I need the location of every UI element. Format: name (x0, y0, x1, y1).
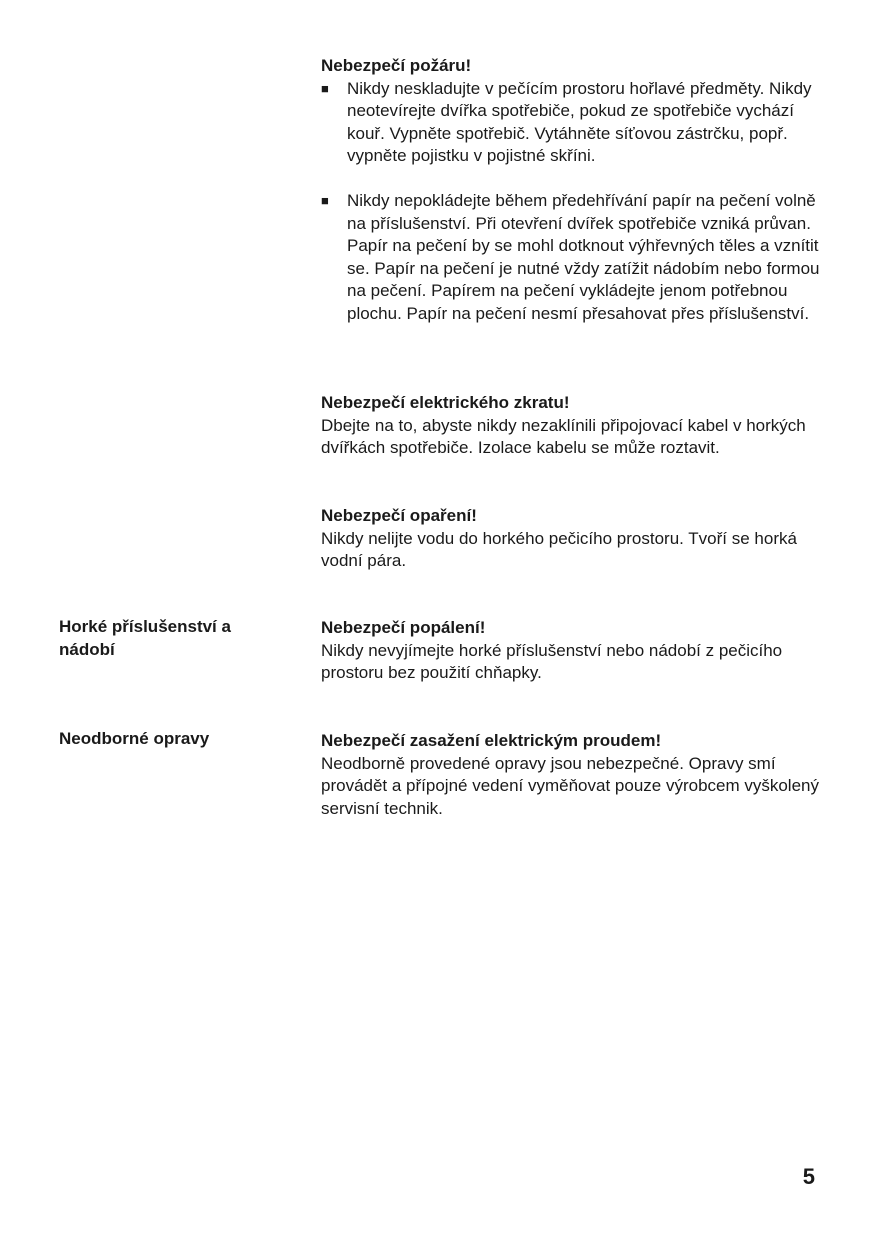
burn-hazard-heading: Nebezpečí popálení! (321, 618, 486, 637)
fire-bullet-2-text: Nikdy nepokládejte během předehřívání papír na pečení volně na příslušenství. Při otevření dvířek spotřebiče vzniká průvan. Papír na pečení by se mohl dotknout výhřevných těles a vznítit se. Papír na pečení je nutné vždy zatížit nádobím nebo formou na pečení. Papírem na pečení vykládejte jenom potřebnou plochu. Papír na pečení nesmí přesahovat přes příslušenství. (347, 191, 820, 323)
short-circuit-block (321, 392, 821, 460)
fire-bullet-1 (321, 78, 821, 168)
electric-shock-text: Neodborně provedené opravy jsou nebezpečné. Opravy smí provádět a přípojné vedení vyměňovat pouze výrobcem vyškolený servisní technik. (321, 753, 819, 818)
short-circuit-heading: Nebezpečí elektrického zkratu! (321, 393, 570, 412)
scalding-block (321, 505, 821, 573)
burn-hazard-text: Nikdy nevyjímejte horké příslušenství nebo nádobí z pečicího prostoru bez použití chňapky. (321, 640, 783, 682)
fire-bullet-2 (321, 190, 821, 325)
fire-hazard-block (321, 55, 821, 325)
short-circuit-text: Dbejte na to, abyste nikdy nezaklínili připojovací kabel v horkých dvířkách spotřebiče. Izolace kabelu se může roztavit. (321, 415, 806, 457)
fire-hazard-heading: Nebezpečí požáru! (321, 56, 472, 75)
hot-accessories-side-label: Horké příslušenství a nádobí (59, 617, 231, 659)
square-bullet-icon: ■ (321, 80, 329, 96)
hot-accessories-block (321, 617, 821, 685)
repairs-block (321, 730, 821, 820)
square-bullet-icon: ■ (321, 193, 329, 208)
fire-bullet-1-text: Nikdy neskladujte v pečícím prostoru hořlavé předměty. Nikdy neotevírejte dvířka spotřebiče, pokud ze spotřebiče vychází kouř. Vypněte spotřebič. Vytáhněte síťovou zástrčku, popř. vypněte pojistku v pojistné skříni. (347, 78, 812, 165)
electric-shock-heading: Nebezpečí zasažení elektrickým proudem! (321, 731, 662, 750)
repairs-side-label: Neodborné opravy (59, 729, 210, 748)
scalding-text: Nikdy nelijte vodu do horkého pečicího prostoru. Tvoří se horká vodní pára. (321, 528, 797, 570)
page-number: 5 (802, 1164, 815, 1189)
scalding-heading: Nebezpečí opaření! (321, 506, 477, 525)
